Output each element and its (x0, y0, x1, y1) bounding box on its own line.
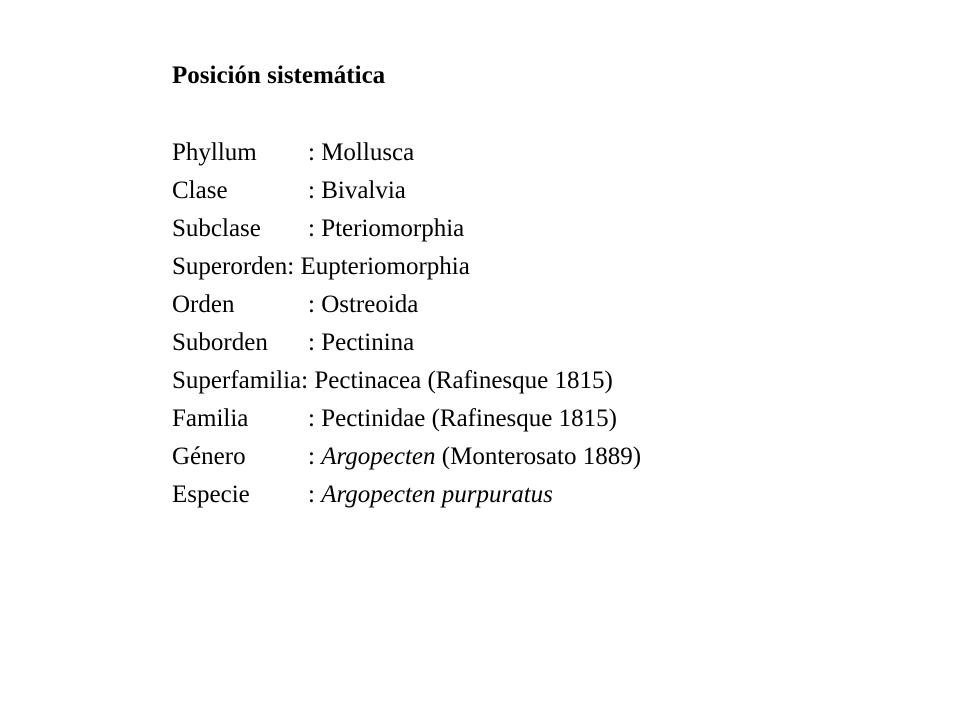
row-value-italic: Argopecten (321, 443, 436, 470)
taxonomy-row-superorden (172, 248, 872, 286)
row-value: Mollusca (321, 139, 415, 166)
row-label: Familia (172, 405, 249, 432)
taxonomy-row-subclase (172, 210, 872, 248)
row-value: Pectinacea (Rafinesque 1815) (314, 367, 613, 394)
row-value-suffix: (Monterosato 1889) (435, 443, 642, 470)
row-value: Ostreoida (321, 291, 419, 318)
taxonomy-list (172, 134, 872, 514)
row-separator: : (308, 443, 322, 470)
taxonomy-row-superfamilia (172, 362, 872, 400)
row-label: Subclase (172, 215, 261, 242)
row-value: Pectinina (321, 329, 415, 356)
row-value-italic: Argopecten purpuratus (321, 481, 553, 508)
row-separator: : (308, 215, 322, 242)
row-separator: : (308, 405, 322, 432)
row-separator: : (308, 177, 322, 204)
row-separator: : (308, 481, 322, 508)
row-value: Pectinidae (Rafinesque 1815) (321, 405, 617, 432)
taxonomy-row-clase (172, 172, 872, 210)
row-label: Superfamilia (172, 367, 302, 394)
row-label: Phyllum (172, 139, 257, 166)
row-label: Superorden (172, 253, 288, 280)
taxonomy-row-genero (172, 438, 872, 476)
row-value: Eupteriomorphia (300, 253, 470, 280)
row-separator: : (308, 329, 322, 356)
row-separator: : (308, 139, 322, 166)
taxonomy-row-orden (172, 286, 872, 324)
row-separator: : (287, 253, 301, 280)
taxonomy-row-especie (172, 476, 872, 514)
row-label: Suborden (172, 329, 268, 356)
taxonomy-row-phyllum (172, 134, 872, 172)
taxonomy-row-suborden (172, 324, 872, 362)
row-label: Clase (172, 177, 228, 204)
taxonomy-row-familia (172, 400, 872, 438)
row-value: Bivalvia (321, 177, 406, 204)
row-label: Orden (172, 291, 235, 318)
row-separator: : (301, 367, 315, 394)
row-label: Especie (172, 481, 250, 508)
row-label: Género (172, 443, 246, 470)
row-value: Pteriomorphia (321, 215, 465, 242)
page-title: Posición sistemática (172, 62, 386, 89)
row-separator: : (308, 291, 322, 318)
